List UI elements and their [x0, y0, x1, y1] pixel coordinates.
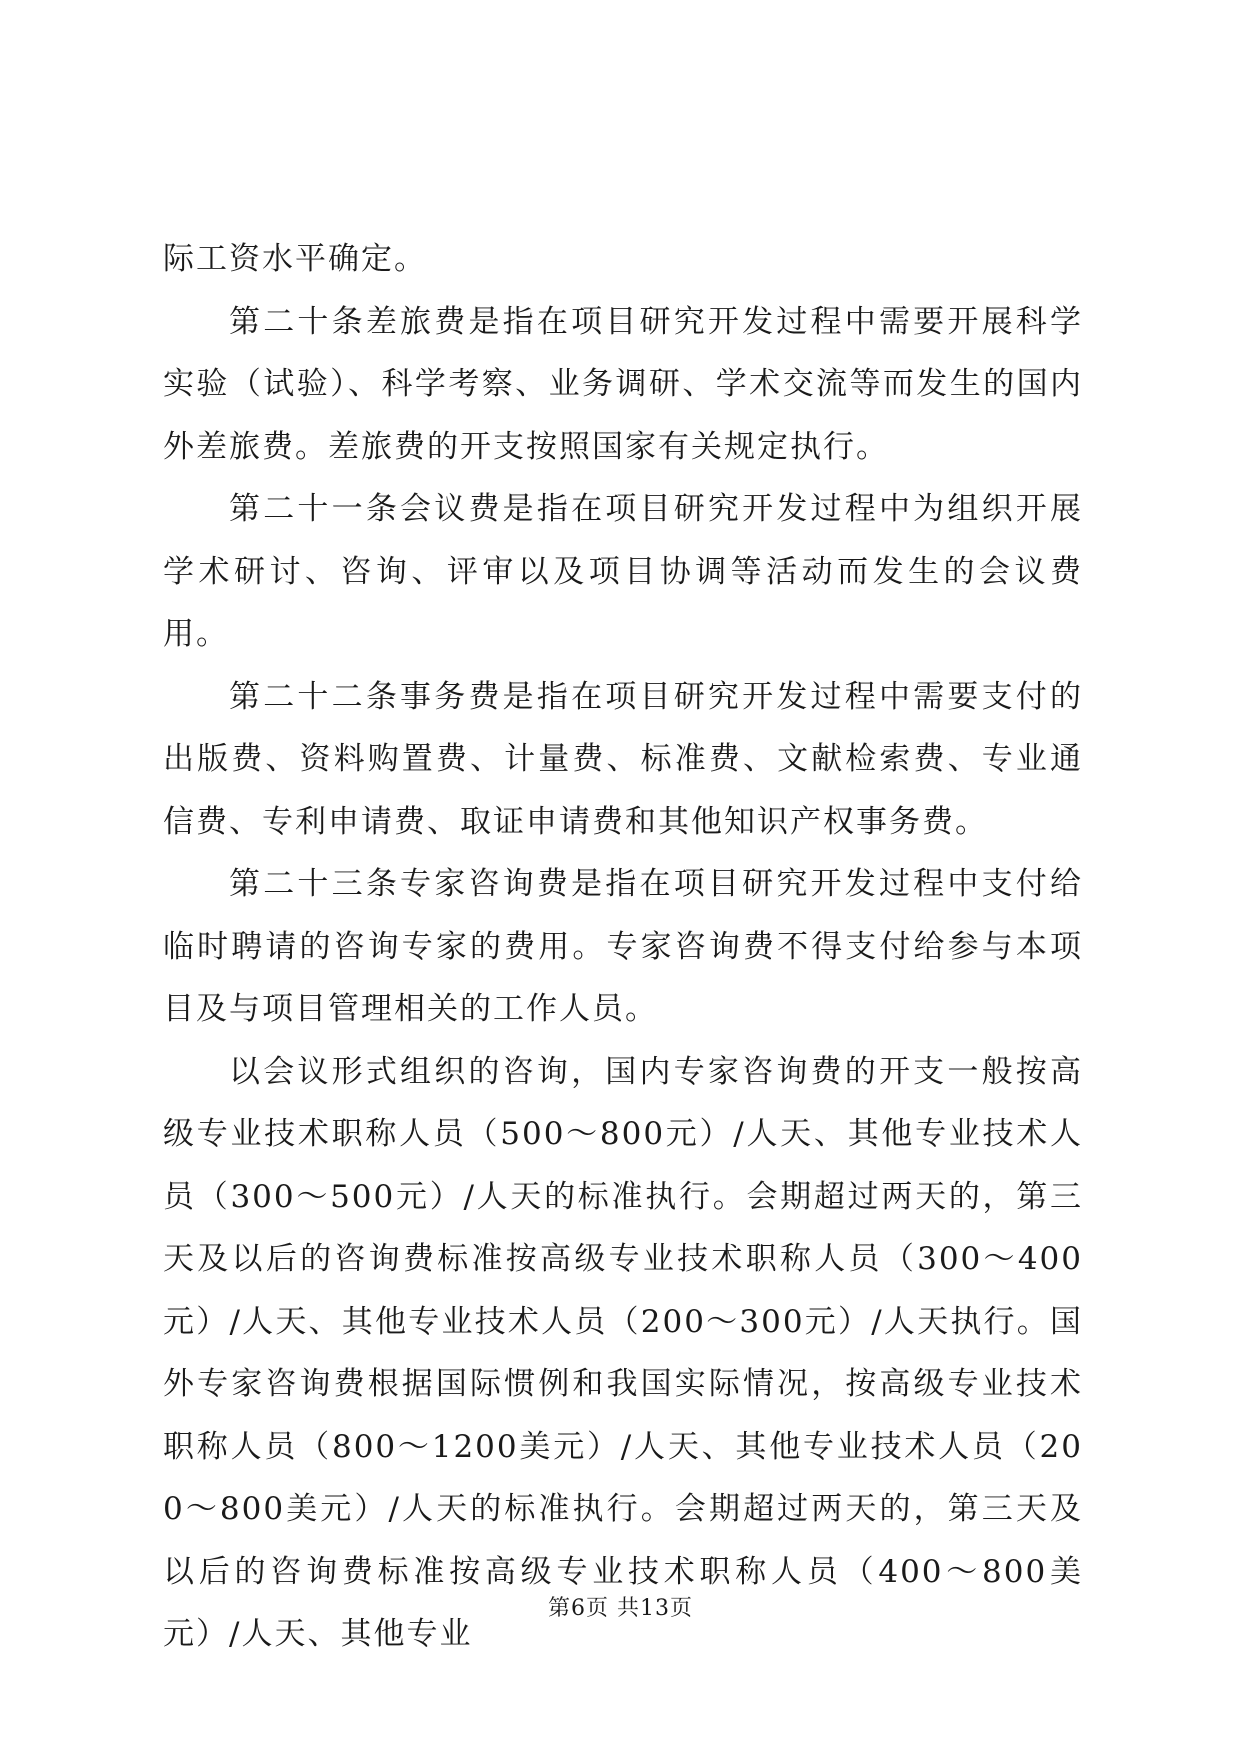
paragraph-consulting-fees: 以会议形式组织的咨询，国内专家咨询费的开支一般按高级专业技术职称人员（500～800元）/人天、其他专业技术人员（300～500元）/人天的标准执行。会期超过两天的，第三天及以后的咨询费标准按高级专业技术职称人员（300～400元）/人天、其他专业技术人员（200～300元）/人天执行。国外专家咨询费根据国际惯例和我国实际情况，按高级专业技术职称人员（800～1200美元）/人天、其他专业技术人员（200～800美元）/人天的标准执行。会期超过两天的，第三天及以后的咨询费标准按高级专业技术职称人员（400～800美元）/人天、其他专业	[163, 1053, 1083, 1652]
page-footer	[0, 1594, 1241, 1624]
paragraph-0: 际工资水平确定。	[163, 241, 427, 277]
paragraph-article-20: 第二十条差旅费是指在项目研究开发过程中需要开展科学实验（试验）、科学考察、业务调研、学术交流等而发生的国内外差旅费。差旅费的开支按照国家有关规定执行。	[163, 303, 1083, 465]
document-body	[163, 228, 1083, 1666]
paragraph-article-21: 第二十一条会议费是指在项目研究开发过程中为组织开展学术研讨、咨询、评审以及项目协调等活动而发生的会议费用。	[163, 491, 1083, 652]
page-number-label: 第6页 共13页	[548, 1596, 693, 1621]
paragraph-article-22: 第二十二条事务费是指在项目研究开发过程中需要支付的出版费、资料购置费、计量费、标准费、文献检索费、专业通信费、专利申请费、取证申请费和其他知识产权事务费。	[163, 678, 1083, 840]
paragraph-article-23: 第二十三条专家咨询费是指在项目研究开发过程中支付给临时聘请的咨询专家的费用。专家咨询费不得支付给参与本项目及与项目管理相关的工作人员。	[163, 866, 1083, 1027]
